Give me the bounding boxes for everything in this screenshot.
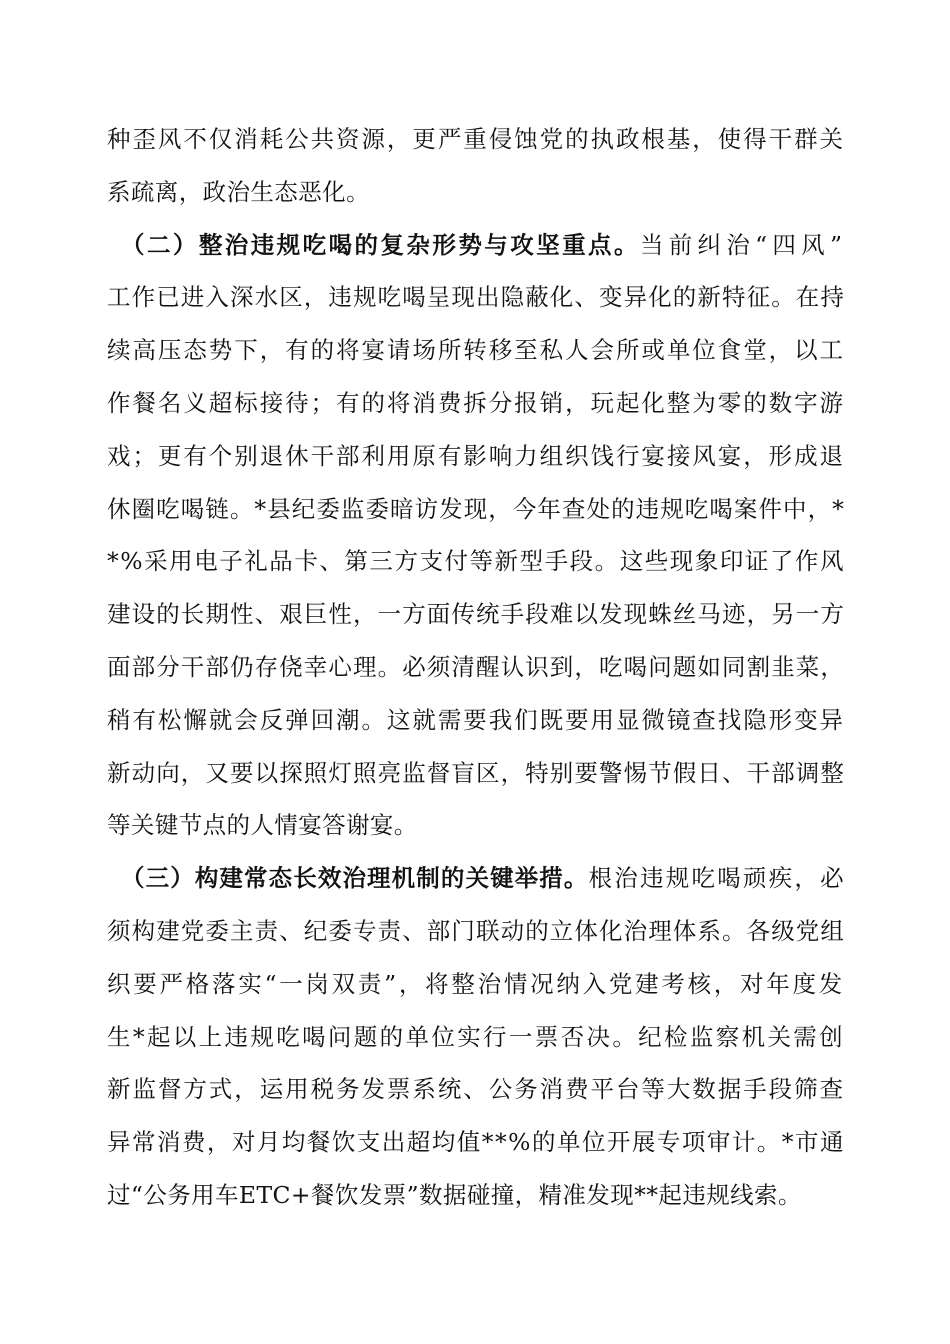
text-line-with-heading [107,219,845,272]
text-line: 稍有松懈就会反弹回潮。这就需要我们既要用显微镜查找隐形变异 [107,705,845,734]
section-heading: （二）整治违规吃喝的复杂形势与攻坚重点。 [121,230,640,259]
text-line: 建设的长期性、艰巨性，一方面传统手段难以发现蛛丝马迹，另一方 [107,600,845,629]
text-line: 异常消费，对月均餐饮支出超均值**%的单位开展专项审计。*市通 [107,1128,845,1157]
text-line: 生*起以上违规吃喝问题的单位实行一票否决。纪检监察机关需创 [107,1022,845,1051]
paragraph-continuation [107,113,845,219]
text-line: 续高压态势下，有的将宴请场所转移至私人会所或单位食堂，以工 [107,336,845,365]
text-fragment: 当前纠治“四风” [639,230,845,259]
paragraph-section-3 [107,852,845,1222]
text-line: 工作已进入深水区，违规吃喝呈现出隐蔽化、变异化的新特征。在持 [107,283,845,312]
text-line: 等关键节点的人情宴答谢宴。 [107,811,418,840]
text-line: 须构建党委主责、纪委专责、部门联动的立体化治理体系。各级党组 [107,916,845,945]
section-heading: （三）构建常态长效治理机制的关键举措。 [121,864,589,893]
text-line: 种歪风不仅消耗公共资源，更严重侵蚀党的执政根基，使得干群关 [107,125,845,153]
text-line-with-heading [107,852,845,905]
text-line: 面部分干部仍存侥幸心理。必须清醒认识到，吃喝问题如同割韭菜， [107,652,845,681]
text-fragment: 根治违规吃喝顽疾，必 [588,864,845,893]
text-line: 织要严格落实“一岗双责”，将整治情况纳入党建考核，对年度发 [107,969,845,998]
text-line: *%采用电子礼品卡、第三方支付等新型手段。这些现象印证了作风 [107,547,845,576]
text-line: 过“公务用车ETC+餐饮发票”数据碰撞，精准发现**起违规线索。 [107,1180,802,1209]
paragraph-section-2 [107,219,845,853]
document-page [107,113,845,1222]
text-line: 新动向，又要以探照灯照亮监督盲区，特别要警惕节假日、干部调整 [107,758,845,787]
text-line: 系疏离，政治生态恶化。 [107,177,370,206]
text-line: 戏；更有个别退休干部利用原有影响力组织饯行宴接风宴，形成退 [107,441,845,470]
text-line: 作餐名义超标接待；有的将消费拆分报销，玩起化整为零的数字游 [107,388,845,417]
text-line: 休圈吃喝链。*县纪委监委暗访发现，今年查处的违规吃喝案件中，* [107,494,845,523]
text-line: 新监督方式，运用税务发票系统、公务消费平台等大数据手段筛查 [107,1075,845,1104]
